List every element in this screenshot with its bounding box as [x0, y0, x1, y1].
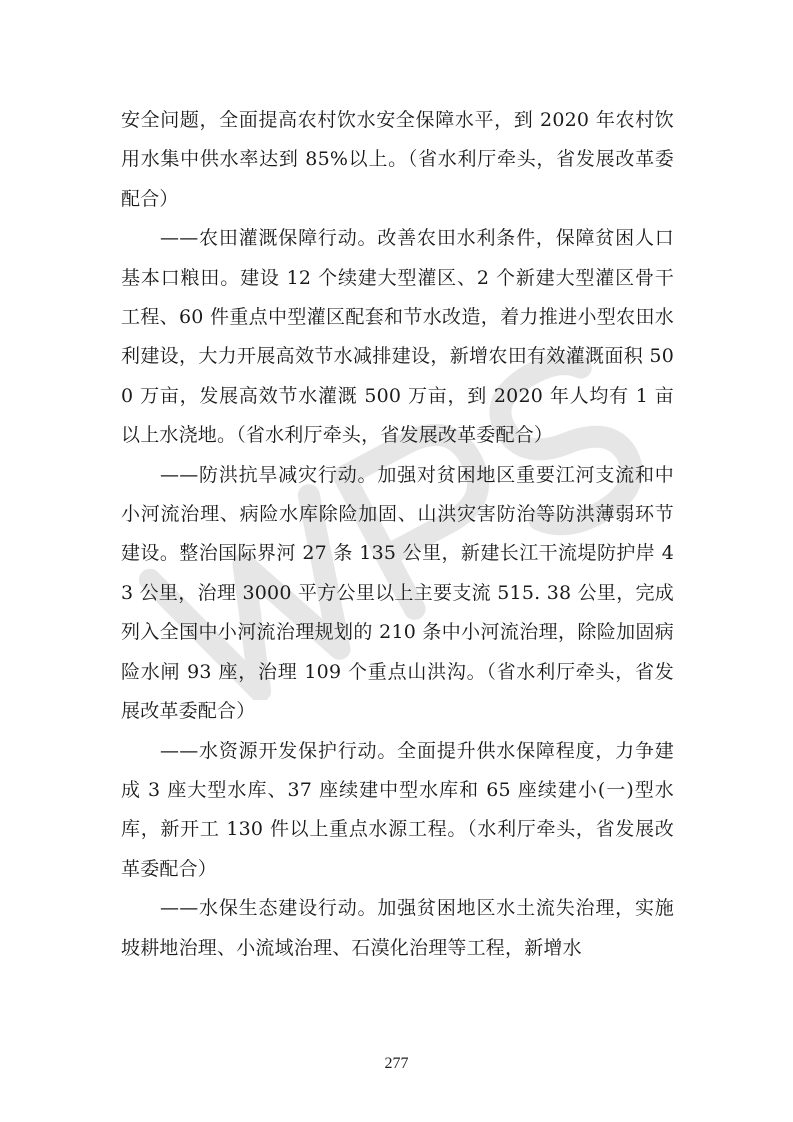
paragraph-soil-conservation: ——水保生态建设行动。加强贫困地区水土流失治理，实施坡耕地治理、小流域治理、石漠化治理等工程，新增水 [121, 897, 674, 959]
paragraph-water-resources: ——水资源开发保护行动。全面提升供水保障程度，力争建成 3 座大型水库、37 座续建中型水库和 65 座续建小(一)型水库，新开工 130 件以上重点水源工程。（水利厅牵头，省发展改革委配合） [121, 739, 674, 880]
paragraph-drinking-water: 安全问题，全面提高农村饮水安全保障水平，到 2020 年农村饮用水集中供水率达到 85%以上。（省水利厅牵头，省发展改革委配合） [121, 109, 674, 210]
body-text [121, 101, 674, 968]
page-number: 277 [384, 1055, 409, 1072]
paragraph-irrigation: ——农田灌溉保障行动。改善农田水利条件，保障贫困人口基本口粮田。建设 12 个续建大型灌区、2 个新建大型灌区骨干工程、60 件重点中型灌区配套和节水改造，着力推进小型农田水利建设，大力开展高效节水减排建设，新增农田有效灌溉面积 500 万亩，发展高效节水灌溉 500 万亩，到 2020 年人均有 1 亩以上水浇地。（省水利厅牵头，省发展改革委配合） [121, 227, 674, 447]
paragraph-flood-control: ——防洪抗旱减灾行动。加强对贫困地区重要江河支流和中小河流治理、病险水库除险加固、山洪灾害防治等防洪薄弱环节建设。整治国际界河 27 条 135 公里，新建长江干流堤防护岸 43 公里，治理 3000 平方公里以上主要支流 515. 38 公里，完成列入全国中小河流治理规划的 210 条中小河流治理，除险加固病险水闸 93 座，治理 109 个重点山洪沟。（省水利厅牵头，省发展改革委配合） [121, 463, 674, 723]
